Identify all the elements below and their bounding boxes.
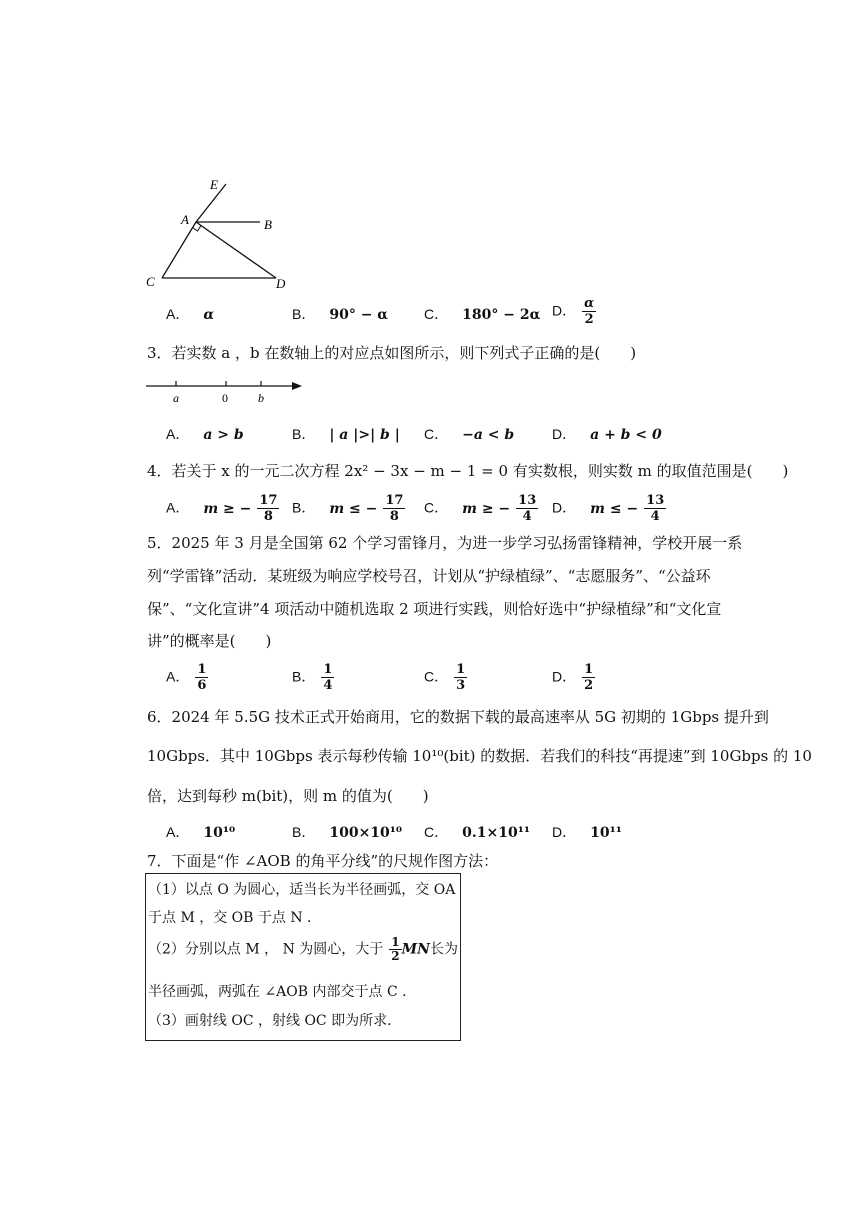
option-value: 10¹⁰ — [203, 825, 236, 841]
step-2-line-2: 半径画弧，两弧在 ∠AOB 内部交于点 C ． — [148, 984, 417, 1000]
fraction: $\frac{1}{2}$ — [584, 662, 594, 693]
construction-steps-box — [145, 873, 461, 1041]
segment-mn: MN — [401, 941, 430, 958]
option-label: B． — [292, 426, 316, 442]
q2-option-c[interactable] — [424, 304, 540, 324]
q2-option-a[interactable] — [166, 304, 214, 324]
fraction: $\frac{1}{2}$ — [391, 935, 400, 963]
label-C: C — [146, 274, 155, 289]
label-A: A — [181, 212, 189, 227]
option-label: D． — [552, 824, 577, 840]
option-value: −a < b — [462, 427, 515, 443]
option-value: | a |>| b | — [329, 427, 400, 443]
fraction: $\frac{13}{4}$ — [518, 493, 537, 524]
step-1-line-1: （1）以点 O 为圆心，适当长为半径画弧，交 OA — [148, 882, 456, 898]
step-2-tail: 长为 — [429, 941, 458, 958]
q5-option-c[interactable] — [424, 662, 467, 693]
q4-option-b[interactable] — [292, 493, 405, 524]
q5-option-d[interactable] — [552, 662, 595, 693]
fraction: $\frac{1}{3}$ — [456, 662, 466, 693]
option-label: C． — [424, 668, 449, 685]
q4-option-d[interactable] — [552, 493, 666, 524]
q3-option-b[interactable] — [292, 424, 400, 444]
step-2-text: （2）分别以点 M ， N 为圆心，大于 — [148, 941, 384, 958]
q2-option-b[interactable] — [292, 304, 388, 324]
option-value: m ≥ − — [462, 500, 511, 517]
option-label: C． — [424, 306, 449, 322]
option-label: A． — [166, 499, 190, 516]
q5-line-1: 5．2025 年 3 月是全国第 62 个学习雷锋月，为进一步学习弘扬雷锋精神，学校开展一系 — [147, 534, 743, 552]
q3-option-d[interactable] — [552, 424, 662, 444]
fraction: $\frac{17}{8}$ — [385, 493, 404, 524]
fraction: $\frac{\alpha}{2}$ — [584, 296, 595, 327]
number-line — [146, 376, 306, 406]
option-value: m ≥ − — [203, 500, 252, 517]
option-value: m ≤ − — [329, 500, 378, 517]
option-label: C． — [424, 499, 449, 516]
step-3-line: （3）画射线 OC ，射线 OC 即为所求． — [148, 1013, 402, 1029]
step-1-line-2: 于点 M ，交 OB 于点 N ． — [148, 910, 322, 926]
option-value: α — [203, 307, 215, 323]
label-B: B — [264, 217, 272, 232]
option-label: D． — [552, 426, 577, 442]
option-label: D． — [552, 499, 577, 516]
fraction: $\frac{1}{6}$ — [197, 662, 207, 693]
option-value: 180° − 2α — [462, 307, 541, 323]
q6-line-2: 10Gbps．其中 10Gbps 表示每秒传输 10¹⁰(bit) 的数据．若我们的科技“再提速”到 10Gbps 的 10 — [147, 747, 812, 765]
option-label: B． — [292, 306, 316, 322]
option-value: a + b < 0 — [590, 427, 662, 443]
q3-stem: 3．若实数 a ，b 在数轴上的对应点如图所示，则下列式子正确的是( ) — [147, 344, 637, 362]
option-label: A． — [166, 668, 190, 685]
q6-option-a[interactable] — [166, 822, 235, 842]
option-label: B． — [292, 668, 316, 685]
option-value: 0.1×10¹¹ — [462, 825, 530, 841]
option-label: C． — [424, 426, 449, 442]
fraction: $\frac{17}{8}$ — [259, 493, 278, 524]
fraction: $\frac{13}{4}$ — [646, 493, 665, 524]
axis-label-b: b — [258, 391, 264, 405]
q5-line-3: 保”、“文化宣讲”4 项活动中随机选取 2 项进行实践，则恰好选中“护绿植绿”和“文化宣 — [147, 600, 722, 618]
option-label: B． — [292, 824, 316, 840]
q4-stem: 4．若关于 x 的一元二次方程 2x² − 3x − m − 1 = 0 有实数根，则实数 m 的取值范围是( ) — [147, 462, 789, 480]
axis-label-zero: 0 — [222, 391, 228, 405]
option-value: 90° − α — [329, 307, 389, 323]
label-D: D — [276, 276, 286, 291]
q6-line-1: 6．2024 年 5.5G 技术正式开始商用，它的数据下载的最高速率从 5G 初期的 1Gbps 提升到 — [147, 708, 769, 726]
triangle-figure — [140, 172, 300, 294]
option-label: D． — [552, 302, 577, 319]
option-value: m ≤ − — [590, 500, 639, 517]
option-label: A． — [166, 306, 190, 322]
option-value: a > b — [203, 427, 244, 443]
option-value: 10¹¹ — [590, 825, 622, 841]
q3-option-a[interactable] — [166, 424, 244, 444]
axis-label-a: a — [173, 391, 179, 405]
fraction: $\frac{1}{4}$ — [323, 662, 333, 693]
q2-option-d[interactable] — [552, 296, 596, 327]
q5-line-2: 列“学雷锋”活动．某班级为响应学校号召，计划从“护绿植绿”、“志愿服务”、“公益环 — [147, 567, 711, 585]
option-label: D． — [552, 668, 577, 685]
option-label: A． — [166, 426, 190, 442]
option-label: B． — [292, 499, 316, 516]
q6-option-c[interactable] — [424, 822, 530, 842]
q6-line-3: 倍，达到每秒 m(bit)，则 m 的值为( ) — [147, 787, 429, 805]
label-E: E — [210, 177, 218, 192]
q4-option-a[interactable] — [166, 493, 279, 524]
q4-option-c[interactable] — [424, 493, 538, 524]
option-value: 100×10¹⁰ — [329, 825, 403, 841]
option-label: A． — [166, 824, 190, 840]
q5-option-b[interactable] — [292, 662, 334, 693]
q5-option-a[interactable] — [166, 662, 208, 693]
q5-line-4: 讲”的概率是( ) — [147, 632, 272, 650]
q7-stem: 7．下面是“作 ∠AOB 的角平分线”的尺规作图方法： — [147, 852, 499, 870]
option-label: C． — [424, 824, 449, 840]
q3-option-c[interactable] — [424, 424, 514, 444]
q6-option-d[interactable] — [552, 822, 622, 842]
q6-option-b[interactable] — [292, 822, 402, 842]
step-2-line-1 — [148, 936, 458, 963]
